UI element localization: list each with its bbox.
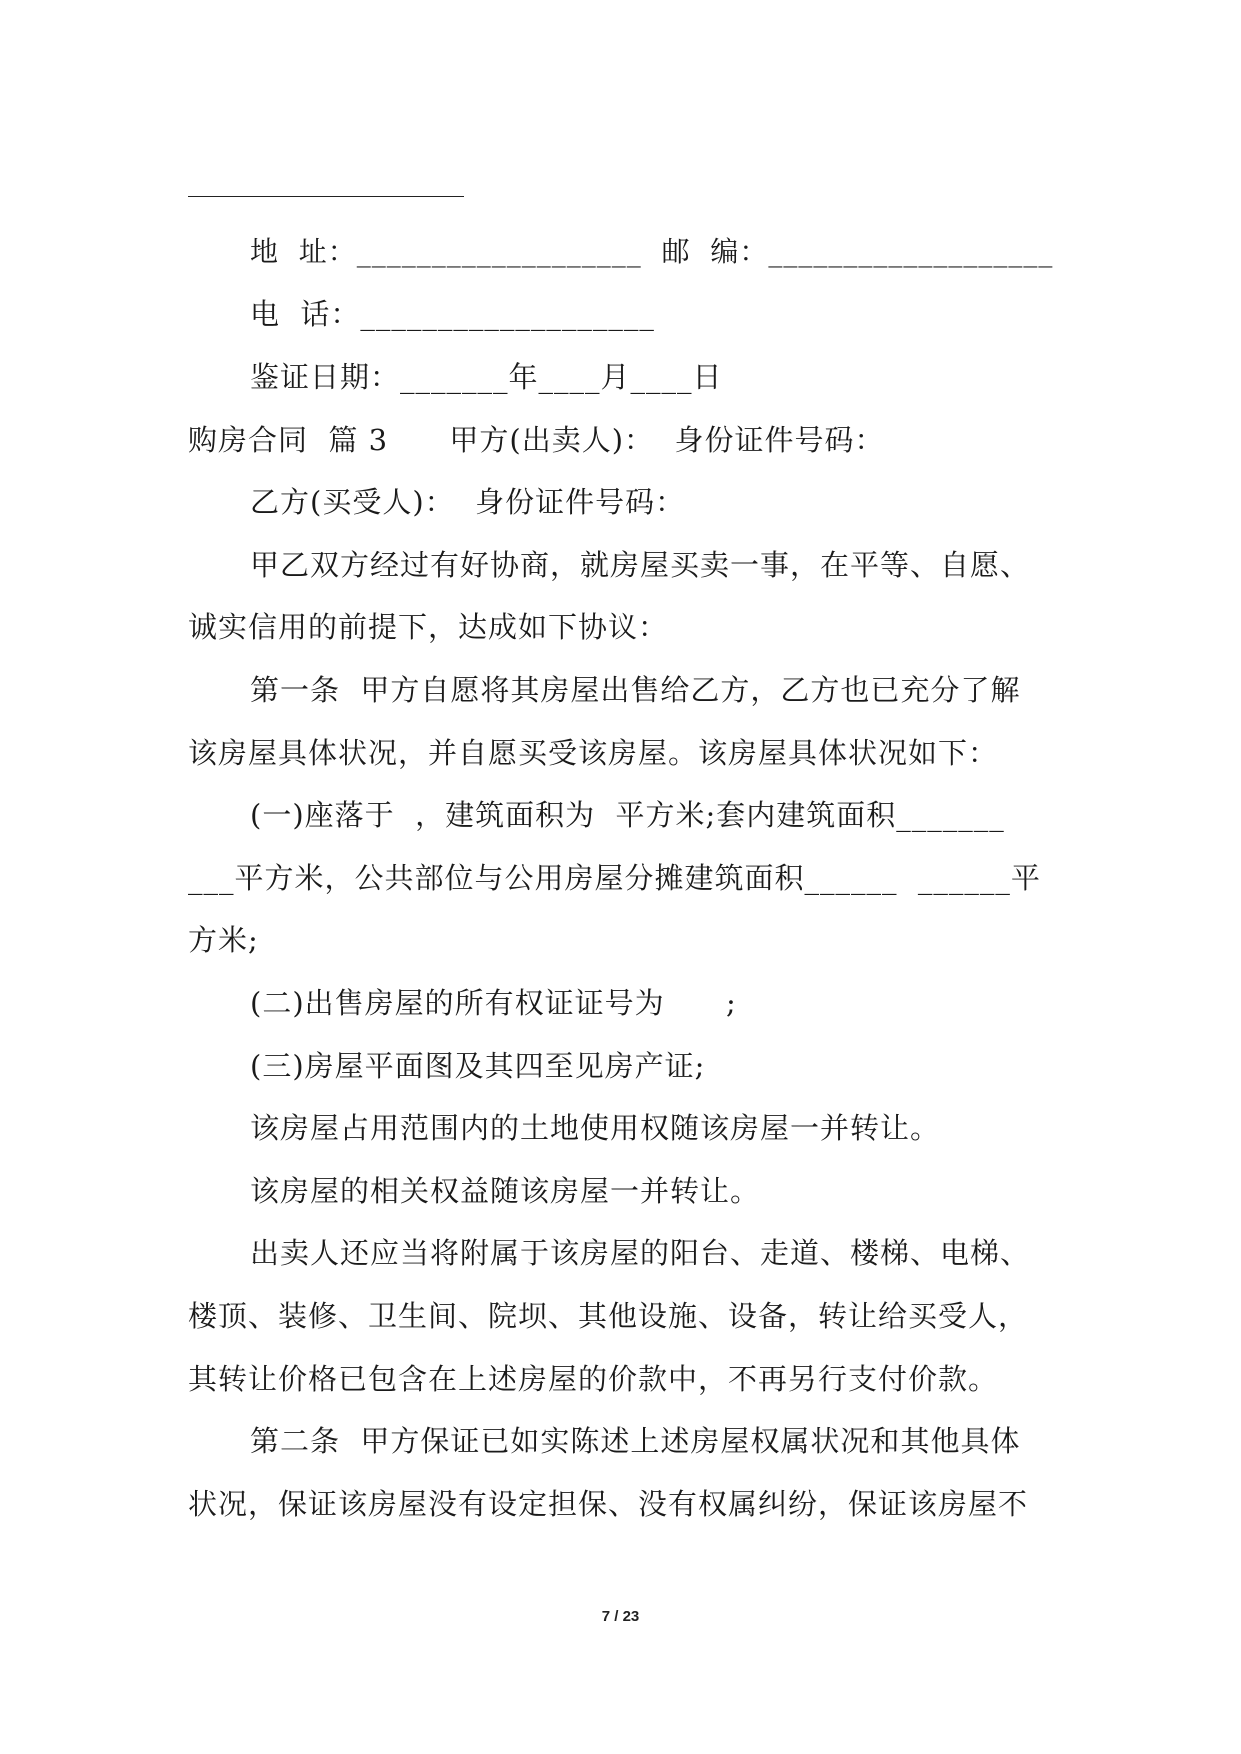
party-b-line: 乙方(买受人)： 身份证件号码：	[250, 485, 686, 519]
paragraph-line: 该房屋占用范围内的土地使用权随该房屋一并转让。	[250, 1111, 941, 1145]
paragraph-line: 该房屋具体状况，并自愿买受该房屋。该房屋具体状况如下：	[188, 736, 999, 770]
article-1-line: 第一条 甲方自愿将其房屋出售给乙方，乙方也已充分了解	[250, 673, 1021, 707]
paragraph-line: ___平方米，公共部位与公用房屋分摊建筑面积______ ______平	[188, 861, 1041, 895]
verification-date-line: 鉴证日期：_______年____月____日	[250, 360, 723, 394]
article-2-line: 第二条 甲方保证已如实陈述上述房屋权属状况和其他具体	[250, 1424, 1021, 1458]
item-2-line: (二)出售房屋的所有权证证号为 ;	[250, 986, 737, 1020]
paragraph-line: 方米;	[188, 923, 259, 957]
paragraph-line: 该房屋的相关权益随该房屋一并转让。	[250, 1174, 761, 1208]
phone-line: 电 话：___________________	[250, 297, 655, 331]
signature-rule	[188, 196, 464, 197]
item-1-line: (一)座落于 ，建筑面积为 平方米;套内建筑面积_______	[250, 798, 1005, 832]
paragraph-line: 出卖人还应当将附属于该房屋的阳台、走道、楼梯、电梯、	[250, 1236, 1031, 1270]
item-3-line: (三)房屋平面图及其四至见房产证;	[250, 1049, 706, 1083]
paragraph-line: 状况，保证该房屋没有设定担保、没有权属纠纷，保证该房屋不	[188, 1487, 1029, 1521]
page-number: 7 / 23	[601, 1608, 640, 1625]
paragraph-line: 其转让价格已包含在上述房屋的价款中，不再另行支付价款。	[188, 1362, 999, 1396]
contract-heading-line: 购房合同 篇 3 甲方(出卖人)： 身份证件号码：	[188, 423, 885, 457]
paragraph-line: 楼顶、装修、卫生间、院坝、其他设施、设备，转让给买受人，	[188, 1299, 1029, 1333]
paragraph-line: 诚实信用的前提下，达成如下协议：	[188, 610, 669, 644]
address-postcode-line: 地 址：___________________ 邮 编：___________________	[250, 235, 1054, 268]
paragraph-line: 甲乙双方经过有好协商，就房屋买卖一事，在平等、自愿、	[250, 548, 1031, 582]
